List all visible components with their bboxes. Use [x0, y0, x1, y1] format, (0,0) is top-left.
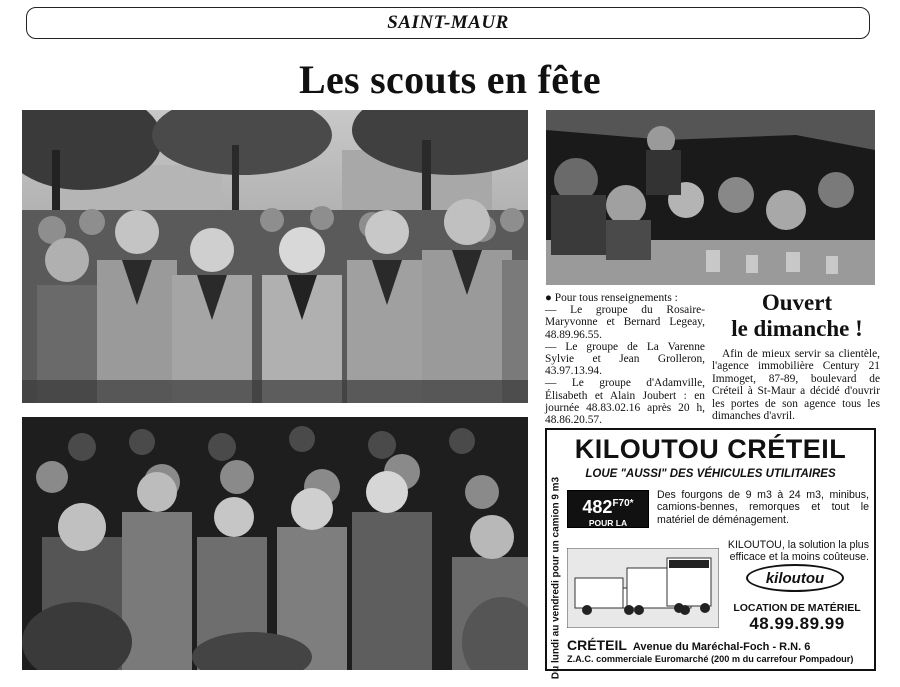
- info-line: ● Pour tous renseignements :: [545, 292, 678, 304]
- info-line: — Le groupe d'Adamville, Élisabeth et Alain Joubert : en journée 48.83.02.16 après 20 h, 48.86.20.57.: [545, 377, 705, 427]
- ad-title: KILOUTOU CRÉTEIL: [574, 434, 847, 464]
- kiloutou-logo: [746, 564, 844, 592]
- price-cents: F70*: [612, 498, 634, 509]
- ouvert-body: Afin de mieux servir sa clientèle, l'agence immobilière Century 21 Immoget, 87-89, boulevard de Créteil à St-Maur a décidé d'ouvrir les portes de son agence tous les dimanches d'avril.: [712, 348, 880, 423]
- scouts-audience-photo: [22, 417, 528, 670]
- ouvert-title-line: Ouvert: [761, 290, 833, 315]
- scouts-group-photo: [22, 110, 528, 403]
- price-unit: POUR LA JOURNÉE: [587, 518, 629, 538]
- article-headline: Les scouts en fête: [298, 57, 601, 102]
- kiloutou-advertisement: [545, 428, 876, 679]
- ad-zac: Z.A.C. commerciale Euromarché (200 m du carrefour Pompadour): [567, 654, 854, 664]
- ouvert-headline: [712, 290, 882, 342]
- ad-address: [567, 637, 872, 653]
- section-label: SAINT-MAUR: [387, 12, 509, 33]
- location-label: LOCATION DE MATÉRIEL: [733, 602, 861, 614]
- section-header: [26, 7, 870, 39]
- price-value: 482: [582, 497, 613, 517]
- ad-street: Avenue du Maréchal-Foch - R.N. 6: [632, 641, 811, 653]
- ad-vertical-text: Du lundi au vendredi pour un camion 9 m3: [550, 476, 562, 679]
- ad-slogan: KILOUTOU, la solution la plus efficace et la moins coûteuse.: [727, 539, 869, 564]
- ad-city: CRÉTEIL: [567, 637, 627, 653]
- price-box: [567, 490, 649, 538]
- vans-illustration: [567, 548, 719, 628]
- info-contacts: [545, 292, 705, 426]
- logo-text: kiloutou: [765, 569, 825, 587]
- info-line: — Le groupe de La Varenne Sylvie et Jean Grolleron, 43.97.13.94.: [545, 340, 705, 378]
- ouvert-title-line: le dimanche !: [731, 316, 863, 341]
- ad-description: Des fourgons de 9 m3 à 24 m3, minibus, camions-bennes, remorques et tout le matériel de déménagement.: [657, 489, 869, 526]
- ad-subtitle: LOUE "AUSSI" DES VÉHICULES UTILITAIRES: [585, 468, 836, 480]
- info-line: — Le groupe du Rosaire-Maryvonne et Bernard Legeay, 48.89.96.55.: [545, 304, 705, 341]
- ad-phone: 48.99.89.99: [749, 614, 845, 633]
- ad-vertical-note: [549, 476, 563, 679]
- scouts-stage-photo: [546, 110, 875, 285]
